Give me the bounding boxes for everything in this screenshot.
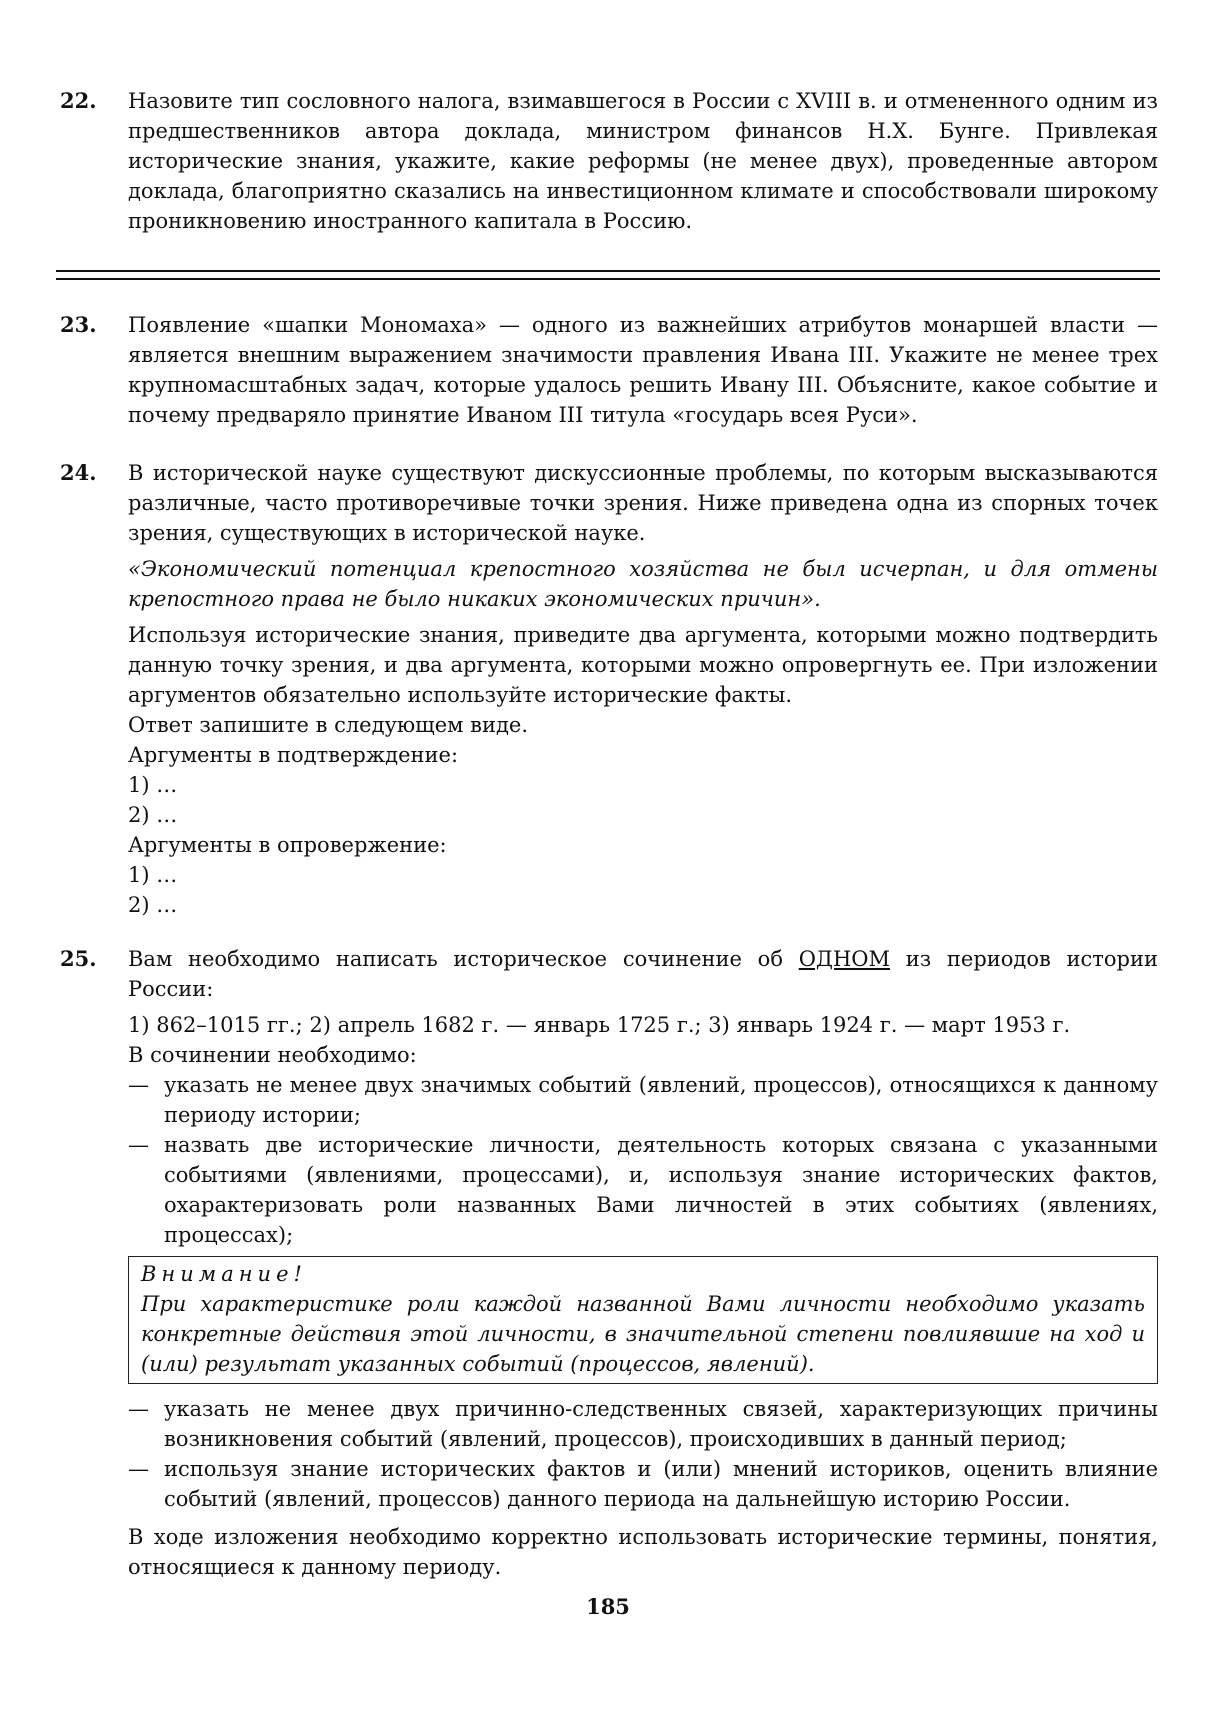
refute-label: Аргументы в опровержение: (128, 833, 447, 857)
intro-emphasis: ОДНОМ (798, 947, 891, 971)
confirm-label: Аргументы в подтверждение: (128, 743, 459, 767)
refute-item-1: 1) … (128, 863, 178, 887)
attention-box (128, 1256, 1158, 1384)
task-intro: В исторической науке существуют дискуссионные проблемы, по которым высказываются различные, часто противоречивые точки зрения. Ниже приведена одна из спорных точек зрения, существующих в исторической науке. (128, 461, 1158, 545)
dash-marker: — (128, 1397, 149, 1421)
requirement-text: используя знание исторических фактов и (или) мнений историков, оценить влияние событий (явлений, процессов) данного периода на дальнейшую историю России. (164, 1457, 1158, 1511)
requirement-item (128, 1130, 1158, 1250)
disputed-quote: «Экономический потенциал крепостного хозяйства не был исчерпан, и для отмены крепостного права не было никаких экономических причин». (128, 557, 1158, 611)
dash-marker: — (128, 1457, 149, 1481)
confirm-item-2: 2) … (128, 803, 178, 827)
requirements-heading: В сочинении необходимо: (128, 1043, 417, 1067)
task-body (128, 458, 1158, 920)
task-number: 22. (60, 88, 97, 113)
refute-item-2: 2) … (128, 893, 178, 917)
requirement-item (128, 1070, 1158, 1130)
task-body (128, 944, 1158, 1588)
requirement-text: указать не менее двух причинно-следственных связей, характеризующих причины возникновения событий (явлений, процессов), происходивших в данный период; (164, 1397, 1158, 1451)
task-instruction: Используя исторические знания, приведите два аргумента, которыми можно подтвердить данную точку зрения, и два аргумента, которыми можно опровергнуть ее. При изложении аргументов обязательно используйте исторические факты. (128, 623, 1158, 707)
attention-title: Внимание! (141, 1262, 307, 1286)
requirement-item (128, 1394, 1158, 1454)
page-number: 185 (586, 1594, 630, 1619)
task-body (128, 310, 1158, 436)
section-divider (56, 270, 1160, 280)
task-body (128, 86, 1158, 242)
requirement-item (128, 1454, 1158, 1514)
periods-list: 1) 862–1015 гг.; 2) апрель 1682 г. — январь 1725 г.; 3) январь 1924 г. — март 1953 г. (128, 1013, 1071, 1037)
dash-marker: — (128, 1133, 149, 1157)
task-text: Появление «шапки Мономаха» — одного из важнейших атрибутов монаршей власти — является внешним выражением значимости правления Ивана III. Укажите не менее трех крупномасштабных задач, которые удалось решить Ивану III. Объясните, какое событие и почему предваряло принятие Иваном III титула «государь всея Руси». (128, 313, 1158, 427)
requirement-text: указать не менее двух значимых событий (явлений, процессов), относящихся к данному периоду истории; (164, 1073, 1158, 1127)
confirm-item-1: 1) … (128, 773, 178, 797)
task-number: 24. (60, 460, 97, 485)
answer-form-note: Ответ запишите в следующем виде. (128, 713, 528, 737)
attention-text: При характеристике роли каждой названной Вами личности необходимо указать конкретные действия этой личности, в значительной степени повлиявшие на ход и (или) результат указанных событий (процессов, явлений). (141, 1292, 1145, 1376)
requirement-text: назвать две исторические личности, деятельность которых связана с указанными событиями (явлениями, процессами), и, используя знание исторических фактов, охарактеризовать роли названных Вами личностей в этих событиях (явлениях, процессах); (164, 1133, 1158, 1247)
task-number: 25. (60, 946, 97, 971)
task-text: Назовите тип сословного налога, взимавшегося в России с XVIII в. и отмененного одним из предшественников автора доклада, министром финансов Н.Х. Бунге. Привлекая исторические знания, укажите, какие реформы (не менее двух), проведенные автором доклада, благоприятно сказались на инвестиционном климате и способствовали широкому проникновению иностранного капитала в Россию. (128, 89, 1158, 233)
closing-note: В ходе изложения необходимо корректно использовать исторические термины, понятия, относящиеся к данному периоду. (128, 1525, 1158, 1579)
task-intro (128, 944, 1158, 1004)
task-number: 23. (60, 312, 97, 337)
intro-part-a: Вам необходимо написать историческое сочинение об (128, 947, 783, 971)
intro-part-b: из периодов истории России: (128, 947, 1158, 1001)
dash-marker: — (128, 1073, 149, 1097)
